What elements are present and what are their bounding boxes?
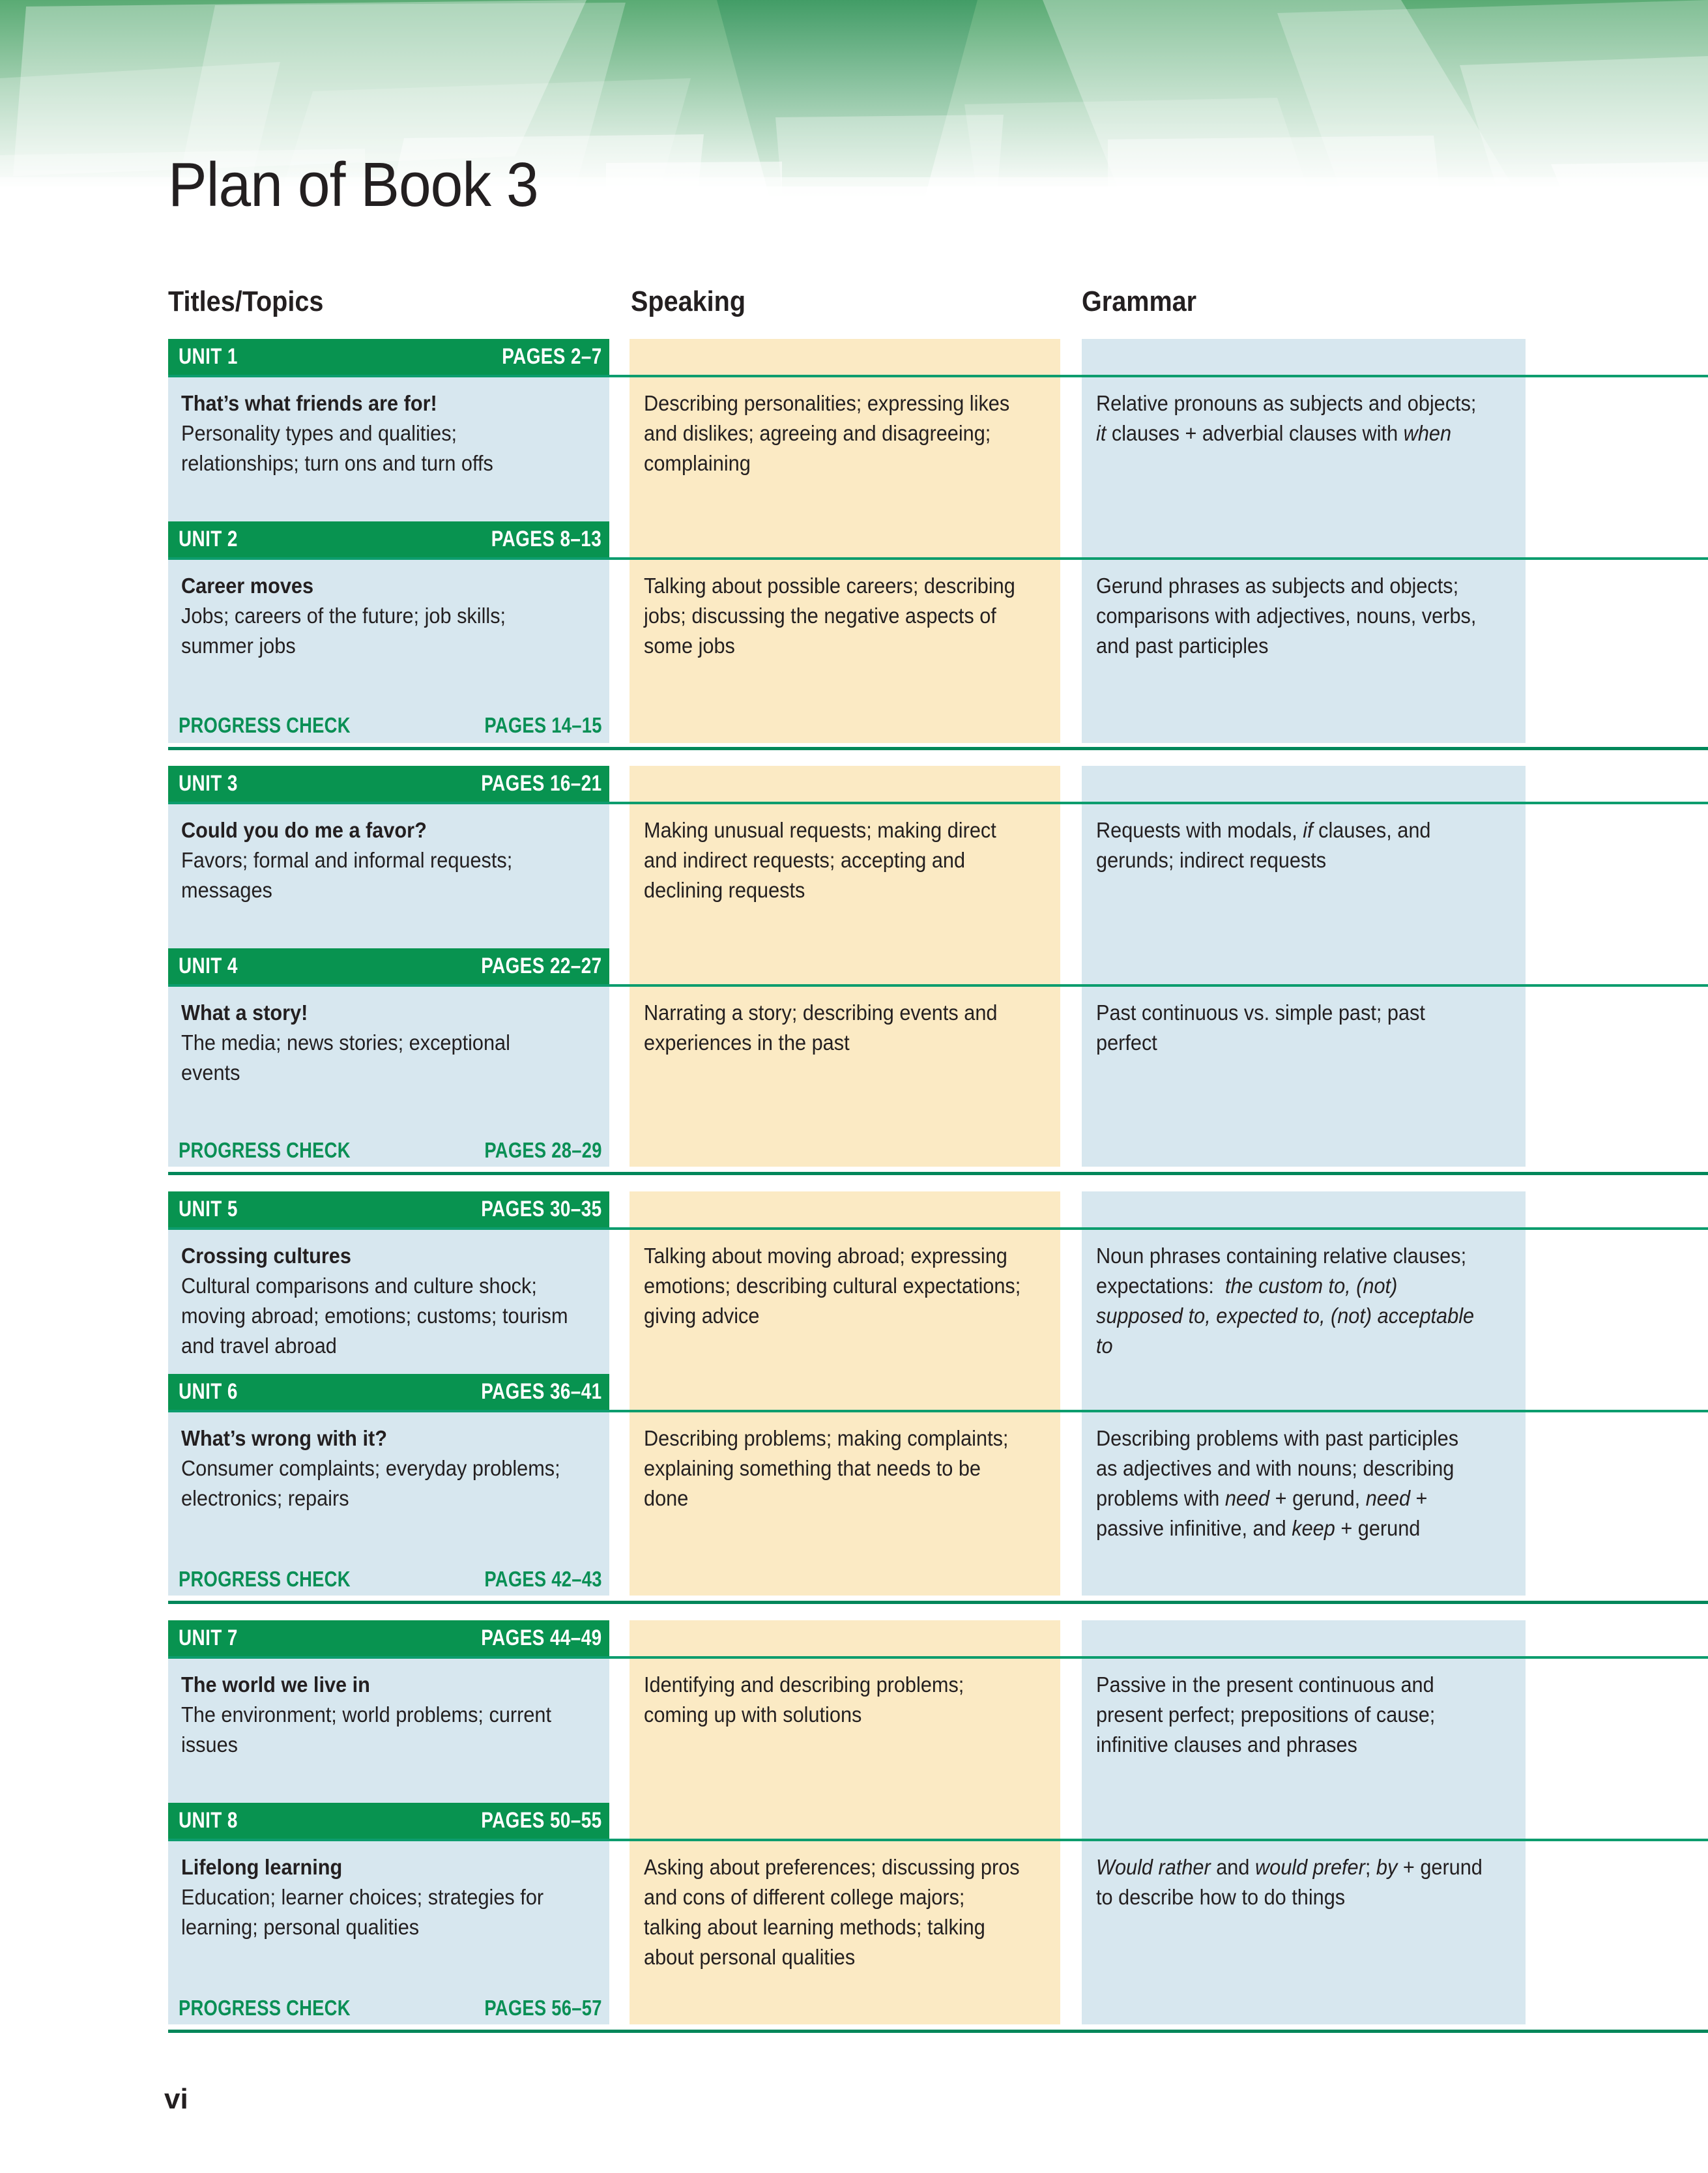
unit-topics: The environment; world problems; current issues xyxy=(181,1702,552,1757)
speaking-text: Describing personalities; expressing likes and dislikes; agreeing and disagreeing; complaining xyxy=(644,391,1010,475)
unit-topics: Cultural comparisons and culture shock; moving abroad; emotions; customs; tourism and travel abroad xyxy=(181,1274,568,1358)
grammar-text: Passive in the present continuous and present perfect; prepositions of cause; infinitive clauses and phrases xyxy=(1096,1672,1436,1757)
unit-topics: Favors; formal and informal requests; messages xyxy=(181,848,513,902)
progress-check-row xyxy=(168,710,609,740)
speaking-text: Talking about moving abroad; expressing emotions; describing cultural expectations; giving advice xyxy=(644,1244,1021,1328)
cell-titles-topics xyxy=(181,815,601,905)
progress-check-label: PROGRESS CHECK xyxy=(179,1996,351,2020)
progress-check-row xyxy=(168,1564,609,1594)
progress-check-pages: PAGES 14–15 xyxy=(484,713,602,737)
unit-divider-rule xyxy=(168,1227,1708,1230)
unit-divider-rule xyxy=(168,1656,1708,1659)
progress-check-pages: PAGES 42–43 xyxy=(484,1567,602,1591)
section-divider-rule xyxy=(168,2030,1708,2033)
unit-divider-rule xyxy=(168,984,1708,987)
progress-check-label: PROGRESS CHECK xyxy=(179,1567,351,1591)
unit-header-bar xyxy=(168,339,609,375)
unit-pages: PAGES 36–41 xyxy=(481,1379,602,1404)
column-header-grammar: Grammar xyxy=(1082,285,1197,317)
unit-label: UNIT 4 xyxy=(179,954,238,978)
speaking-text: Describing problems; making complaints; explaining something that needs to be done xyxy=(644,1426,1009,1510)
unit-topics: The media; news stories; exceptional events xyxy=(181,1030,510,1085)
column-header-speaking: Speaking xyxy=(631,285,746,317)
cell-titles-topics xyxy=(181,1852,601,1942)
progress-check-row xyxy=(168,1135,609,1165)
progress-check-row xyxy=(168,1993,609,2023)
page-title: Plan of Book 3 xyxy=(168,150,538,220)
unit-label: UNIT 6 xyxy=(179,1379,238,1404)
unit-label: UNIT 2 xyxy=(179,527,238,551)
unit-header-bar xyxy=(168,521,609,557)
grammar-text: Past continuous vs. simple past; past perfect xyxy=(1096,1000,1425,1055)
unit-divider-rule xyxy=(168,557,1708,560)
unit-pages: PAGES 30–35 xyxy=(481,1197,602,1221)
unit-title: What a story! xyxy=(181,1000,308,1025)
cell-grammar xyxy=(1096,1670,1513,1760)
unit-pages: PAGES 16–21 xyxy=(481,771,602,796)
unit-title: Lifelong learning xyxy=(181,1855,343,1879)
cell-titles-topics xyxy=(181,1423,601,1513)
cell-speaking xyxy=(644,1241,1049,1331)
unit-label: UNIT 5 xyxy=(179,1197,238,1221)
cell-speaking xyxy=(644,388,1049,478)
unit-divider-rule xyxy=(168,1839,1708,1841)
cell-grammar xyxy=(1096,1852,1513,1912)
grammar-text: Describing problems with past participles as adjectives and with nouns; describing problems with need + gerund, need + passive infinitive, and keep + gerund xyxy=(1096,1426,1459,1540)
section-divider-rule xyxy=(168,1601,1708,1604)
progress-check-pages: PAGES 28–29 xyxy=(484,1138,602,1162)
cell-speaking xyxy=(644,998,1049,1058)
cell-grammar xyxy=(1096,998,1513,1058)
unit-header-bar xyxy=(168,1374,609,1410)
unit-label: UNIT 3 xyxy=(179,771,238,796)
unit-title: What’s wrong with it? xyxy=(181,1426,387,1450)
column-header-titles-topics: Titles/Topics xyxy=(168,285,324,317)
speaking-text: Narrating a story; describing events and experiences in the past xyxy=(644,1000,998,1055)
unit-topics: Consumer complaints; everyday problems; electronics; repairs xyxy=(181,1456,560,1510)
progress-check-label: PROGRESS CHECK xyxy=(179,1138,351,1162)
grammar-text: Would rather and would prefer; by + gerund to describe how to do things xyxy=(1096,1855,1483,1909)
unit-topics: Education; learner choices; strategies for learning; personal qualities xyxy=(181,1885,544,1939)
progress-check-pages: PAGES 56–57 xyxy=(484,1996,602,2020)
unit-header-bar xyxy=(168,766,609,802)
cell-speaking xyxy=(644,1423,1049,1513)
cell-grammar xyxy=(1096,815,1513,875)
grammar-text: Noun phrases containing relative clauses; expectations: the custom to, (not) supposed to, expected to, (not) acceptable to xyxy=(1096,1244,1475,1358)
speaking-text: Asking about preferences; discussing pros and cons of different college majors; talking about learning methods; talking about personal qualities xyxy=(644,1855,1020,1969)
unit-title: Could you do me a favor? xyxy=(181,818,427,842)
cell-grammar xyxy=(1096,571,1513,661)
unit-pages: PAGES 50–55 xyxy=(481,1808,602,1833)
unit-divider-rule xyxy=(168,375,1708,377)
unit-divider-rule xyxy=(168,802,1708,804)
progress-check-label: PROGRESS CHECK xyxy=(179,713,351,737)
speaking-text: Talking about possible careers; describing jobs; discussing the negative aspects of some jobs xyxy=(644,574,1015,658)
cell-titles-topics xyxy=(181,388,601,478)
unit-title: Crossing cultures xyxy=(181,1244,351,1268)
speaking-text: Identifying and describing problems; coming up with solutions xyxy=(644,1672,964,1727)
unit-pages: PAGES 8–13 xyxy=(491,527,602,551)
unit-pages: PAGES 2–7 xyxy=(502,344,602,369)
cell-speaking xyxy=(644,815,1049,905)
unit-pages: PAGES 44–49 xyxy=(481,1626,602,1650)
unit-topics: Jobs; careers of the future; job skills; summer jobs xyxy=(181,604,506,658)
cell-titles-topics xyxy=(181,1241,601,1361)
unit-pages: PAGES 22–27 xyxy=(481,954,602,978)
unit-label: UNIT 7 xyxy=(179,1626,238,1650)
unit-title: The world we live in xyxy=(181,1672,370,1697)
unit-header-bar xyxy=(168,1191,609,1227)
unit-topics: Personality types and qualities; relationships; turn ons and turn offs xyxy=(181,421,493,475)
grammar-text: Relative pronouns as subjects and objects; it clauses + adverbial clauses with when xyxy=(1096,391,1477,445)
cell-titles-topics xyxy=(181,571,601,661)
speaking-text: Making unusual requests; making direct and indirect requests; accepting and declining requests xyxy=(644,818,996,902)
cell-grammar xyxy=(1096,1423,1513,1543)
unit-divider-rule xyxy=(168,1410,1708,1412)
unit-title: Career moves xyxy=(181,574,314,598)
cell-speaking xyxy=(644,1852,1049,1972)
cell-titles-topics xyxy=(181,1670,601,1760)
section-divider-rule xyxy=(168,1172,1708,1175)
cell-titles-topics xyxy=(181,998,601,1088)
cell-grammar xyxy=(1096,1241,1513,1361)
page-number: vi xyxy=(164,2083,188,2115)
unit-label: UNIT 8 xyxy=(179,1808,238,1833)
cell-speaking xyxy=(644,1670,1049,1730)
unit-header-bar xyxy=(168,1803,609,1839)
section-divider-rule xyxy=(168,747,1708,750)
cell-grammar xyxy=(1096,388,1513,448)
unit-header-bar xyxy=(168,948,609,984)
unit-label: UNIT 1 xyxy=(179,344,238,369)
grammar-text: Gerund phrases as subjects and objects; comparisons with adjectives, nouns, verbs, and past participles xyxy=(1096,574,1477,658)
unit-title: That’s what friends are for! xyxy=(181,391,437,415)
cell-speaking xyxy=(644,571,1049,661)
unit-header-bar xyxy=(168,1620,609,1656)
grammar-text: Requests with modals, if clauses, and gerunds; indirect requests xyxy=(1096,818,1431,872)
